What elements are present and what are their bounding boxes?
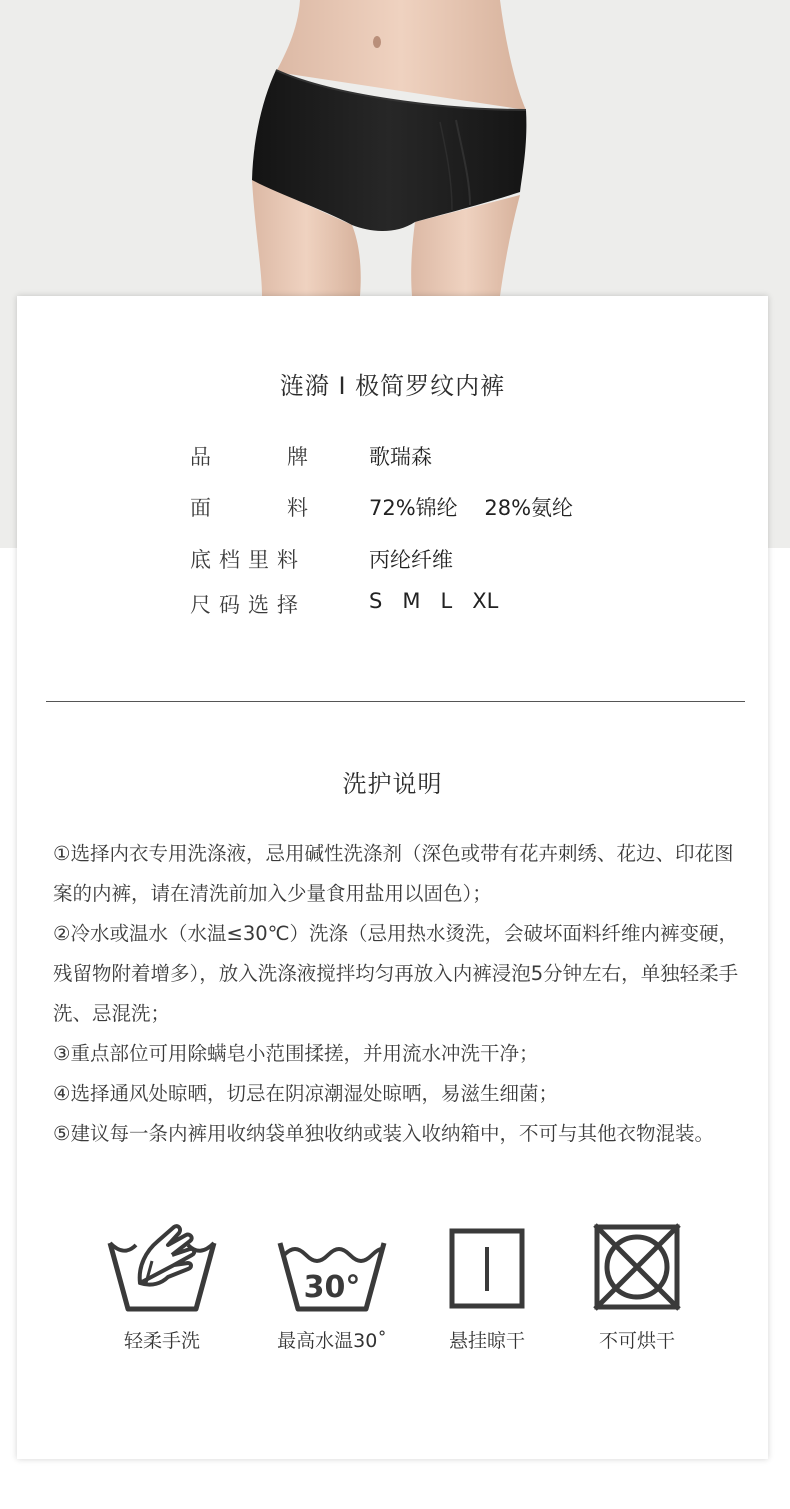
care-icon-label: 悬挂晾干: [448, 1330, 525, 1352]
care-item: ⑤建议每一条内裤用收纳袋单独收纳或装入收纳箱中，不可与其他衣物混装。: [53, 1122, 714, 1145]
care-item: ①选择内衣专用洗涤液，忌用碱性洗涤剂（深色或带有花卉刺绣、花边、印花图案的内裤，请在清洗前加入少量食用盐用以固色）；: [53, 842, 734, 905]
spec-row-brand: [190, 441, 690, 471]
care-icon-label: 不可烘干: [598, 1330, 675, 1352]
product-info-card: [17, 296, 768, 1459]
spec-key: 底档里料: [190, 548, 306, 572]
spec-row-lining: [190, 544, 690, 574]
spec-key: 面 料: [190, 496, 308, 520]
spec-key: 品 牌: [190, 445, 308, 469]
care-item: ③重点部位可用除螨皂小范围揉搓，并用流水冲洗干净；: [53, 1042, 539, 1065]
section-divider: [46, 701, 745, 702]
line-dry-icon: [417, 1221, 557, 1316]
care-item: ②冷水或温水（水温≤30℃）洗涤（忌用热水烫洗，会破坏面料纤维内裤变硬，残留物附着增多），放入洗涤液搅拌均匀再放入内裤浸泡5分钟左右，单独轻柔手洗、忌混洗；: [53, 922, 739, 1025]
care-icon-label: 轻柔手洗: [123, 1330, 200, 1352]
wash-30-icon: [262, 1221, 402, 1316]
spec-value: S M L XL: [369, 589, 499, 613]
spec-key: 尺码选择: [190, 593, 306, 617]
navel-shape: [373, 36, 381, 48]
no-tumble-dry-icon: [567, 1221, 707, 1316]
care-item: ④选择通风处晾晒，切忌在阴凉潮湿处晾晒，易滋生细菌；: [53, 1082, 558, 1105]
spec-row-fabric: [190, 492, 690, 522]
hand-wash-icon: [92, 1221, 232, 1316]
product-title: 涟漪 I 极简罗纹内裤: [279, 372, 506, 400]
wash-temp-text: 30°: [303, 1270, 361, 1305]
spec-row-size: [190, 589, 690, 619]
care-instructions: [53, 834, 743, 1154]
spec-value: 歌瑞森: [369, 445, 432, 469]
spec-value: 72%锦纶 28%氨纶: [369, 496, 574, 520]
spec-value: 丙纶纤维: [369, 548, 453, 572]
care-title: 洗护说明: [342, 770, 443, 798]
care-icon-label: 最高水温30˚: [277, 1330, 387, 1352]
